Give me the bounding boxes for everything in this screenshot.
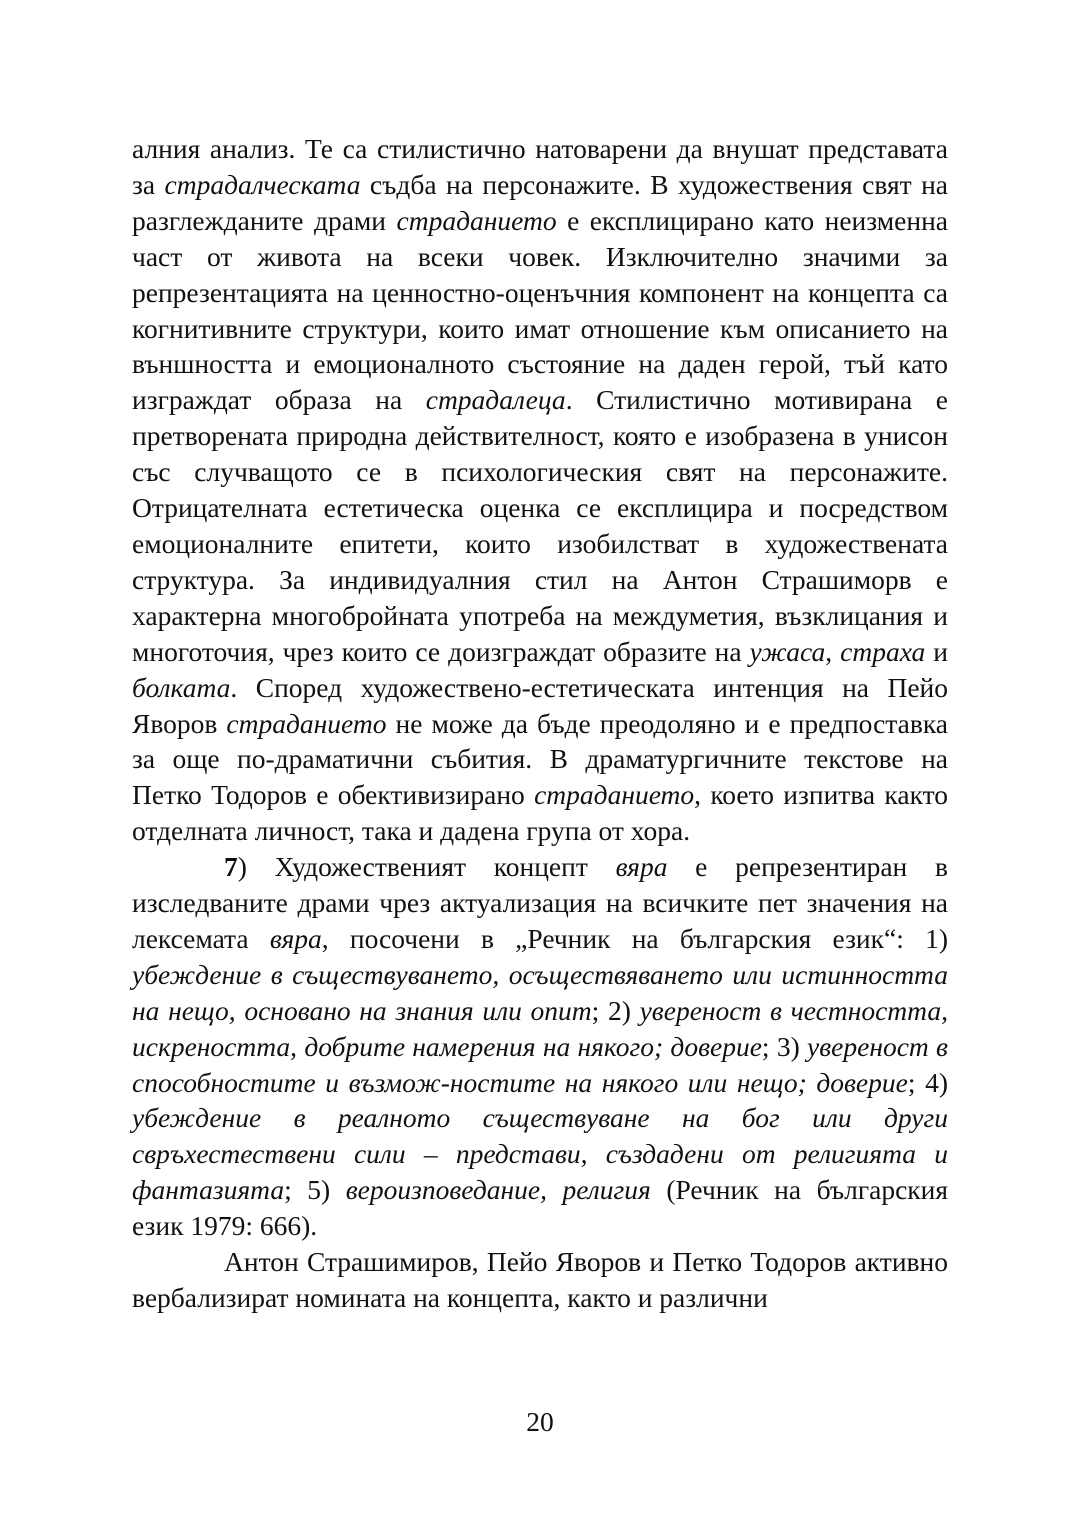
text-segment: ,: [825, 635, 841, 667]
text-segment: ; 3): [761, 1030, 808, 1062]
italic-text: увереност в способностите и възмож-ностите на някого или нещо; доверие: [132, 1030, 948, 1098]
italic-text: вероизповедание, религия: [345, 1174, 651, 1206]
text-segment: Антон Страшимиров, Пейо Яворов и Петко Тодоров активно вербализират номината на концепта, както и различни: [132, 1246, 948, 1313]
text-segment: съдба на персонажите. В художествения свят на разглежданите драми: [132, 168, 948, 236]
text-segment: ; 5): [284, 1174, 346, 1206]
italic-text: убеждение в реалното съществуване на бог или други свръхестествени сили – представи, създадени от религията и фантазията: [132, 1102, 948, 1206]
text-segment: ) Художественият концепт: [237, 851, 616, 883]
italic-text: убеждение в съществуването, осъществяването или истинността на нещо, основано на знания или опит: [132, 958, 948, 1026]
italic-text: страдалеца: [425, 384, 566, 416]
italic-text: страха: [840, 635, 926, 667]
italic-text: ужаса: [749, 635, 826, 667]
text-segment: и: [925, 635, 949, 667]
italic-text: вяра: [615, 851, 668, 883]
italic-text: страдалческата: [164, 168, 361, 200]
italic-text: страданието: [226, 707, 387, 739]
text-segment: , посочени в „Речник на българския език“: 1): [321, 922, 949, 954]
italic-text: болката: [132, 671, 231, 703]
text-segment: ; 2): [591, 994, 640, 1026]
text-segment: не може да бъде преодоляно и е предпоставка за още по-драматични събития. В драматургичните текстове на Петко Тодоров е обективизирано: [132, 707, 949, 811]
page-number: 20: [526, 1406, 554, 1437]
text-segment: ; 4): [907, 1066, 948, 1098]
paragraph: [132, 849, 948, 1244]
italic-text: увереност в честността, искреността, добрите намерения на някого; доверие: [132, 994, 948, 1062]
text-segment: . Според художествено-естетическата интенция на Пейо Яворов: [132, 671, 948, 739]
italic-text: страданието: [534, 779, 695, 811]
paragraph: [132, 1244, 948, 1316]
italic-text: страданието: [396, 204, 557, 236]
italic-text: вяра: [269, 922, 322, 954]
bold-text: 7: [224, 851, 238, 883]
text-segment: (Речник на българския език 1979: 666).: [132, 1174, 948, 1242]
body-text: [132, 131, 948, 1316]
text-segment: е репрезентиран в изследваните драми чрез актуализация на всичките пет значения на лексемата: [132, 851, 948, 954]
text-segment: алния анализ. Те са стилистично натоварени да внушат представата за: [132, 133, 948, 200]
text-segment: . Стилистично мотивирана е претворената природна действителност, която е изобразена в унисон със случващото се в психологическия свят на персонажите. Отрицателната естетическа оценка се експлицира и посредством емоционалните епитети, които изобилстват в художествената структура. За индивидуалния стил на Антон Страшиморв е характерна многобройната употреба на междуметия, възклицания и многоточия, чрез които се доизграждат образите на: [132, 384, 948, 667]
text-segment: е експлицирано като неизменна част от живота на всеки човек. Изключително значими за репрезентацията на ценностно-оценъчния компонент на концепта са когнитивните структури, които имат отношение към описанието на външността и емоционалното състояние на даден герой, тъй като изграждат образа на: [132, 204, 949, 416]
text-segment: , което изпитва както отделната личност, така и дадена група от хора.: [132, 779, 948, 847]
paragraph: [132, 131, 948, 849]
